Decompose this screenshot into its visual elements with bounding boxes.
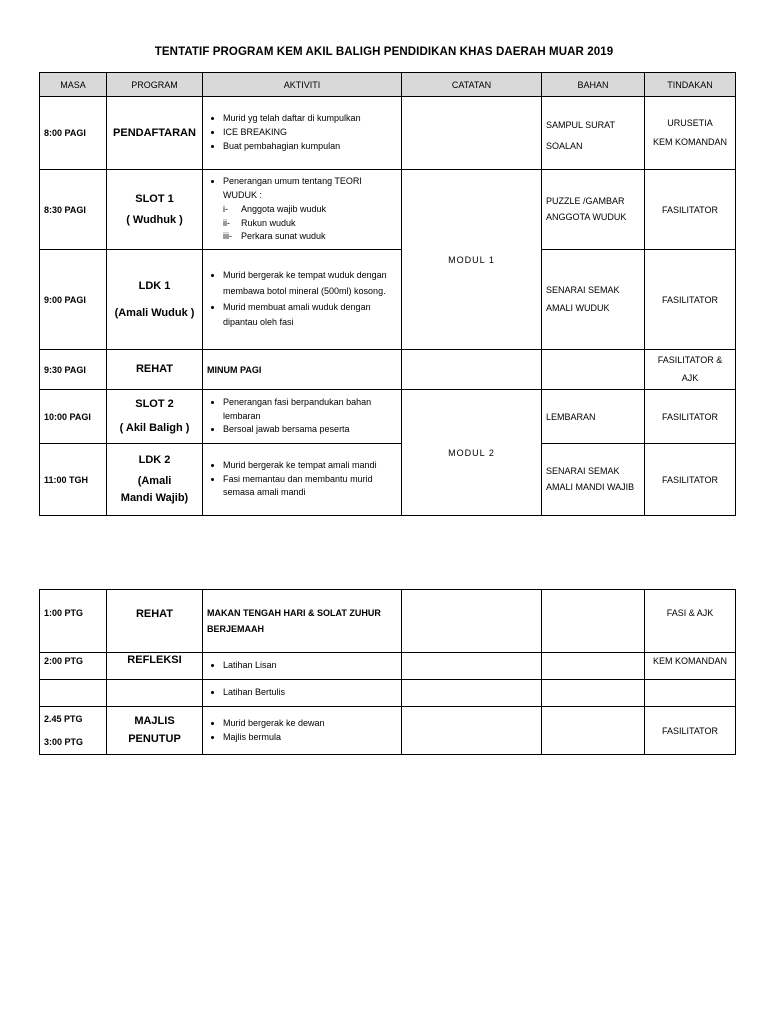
bahan-cell: SENARAI SEMAK AMALI MANDI WAJIB (542, 444, 645, 516)
masa-line: 3:00 PTG (44, 737, 84, 747)
list-item: • Murid bergerak ke dewan (223, 717, 397, 731)
header-tindakan: TINDAKAN (645, 73, 736, 97)
bahan-cell (542, 653, 645, 680)
program-line: SLOT 1 (135, 192, 174, 205)
masa-cell (40, 707, 107, 755)
catatan-cell (402, 350, 542, 390)
program-cell (107, 680, 203, 707)
sub-number: iii- (223, 231, 232, 242)
header-program: PROGRAM (107, 73, 203, 97)
tindakan-cell: FASILITATOR (645, 170, 736, 250)
masa-cell: 9:00 PAGI (40, 250, 107, 350)
header-catatan: CATATAN (402, 73, 542, 97)
sub-text: Rukun wuduk (241, 217, 296, 228)
list-item: • Murid membuat amali wuduk dengan dipantau oleh fasi (223, 300, 397, 332)
catatan-cell (402, 680, 542, 707)
aktiviti-cell (203, 170, 402, 250)
table-row (40, 250, 736, 350)
program-cell: REHAT (107, 590, 203, 653)
list-item: • Penerangan fasi berpandukan bahan lembaran (223, 396, 397, 424)
masa-cell: 2:00 PTG (40, 653, 107, 680)
tindakan-cell: FASILITATOR (645, 250, 736, 350)
bahan-cell (542, 707, 645, 755)
tindakan-cell: FASILITATOR (645, 390, 736, 444)
list-item: • Buat pembahagian kumpulan (223, 140, 397, 154)
header-bahan: BAHAN (542, 73, 645, 97)
aktiviti-cell (203, 390, 402, 444)
table-row (40, 680, 736, 707)
document-title: TENTATIF PROGRAM KEM AKIL BALIGH PENDIDIKAN KHAS DAERAH MUAR 2019 (154, 46, 614, 58)
bahan-cell (542, 350, 645, 390)
schedule-table-morning (39, 72, 736, 516)
program-cell: PENDAFTARAN (107, 97, 203, 170)
header-aktiviti: AKTIVITI (203, 73, 402, 97)
program-line: ( Wudhuk ) (126, 213, 183, 226)
aktiviti-intro: Penerangan umum tentang TEORI WUDUK : (223, 176, 362, 201)
program-cell (107, 170, 203, 250)
program-line: MAJLIS (134, 714, 175, 727)
catatan-cell (402, 97, 542, 170)
masa-cell: 8:00 PAGI (40, 97, 107, 170)
bahan-cell: SENARAI SEMAK AMALI WUDUK (542, 250, 645, 350)
tindakan-cell: FASILITATOR & AJK (645, 350, 736, 390)
tindakan-cell: KEM KOMANDAN (645, 653, 736, 680)
list-item (223, 217, 397, 231)
tindakan-cell (645, 97, 736, 170)
masa-cell: 11:00 TGH (40, 444, 107, 516)
sub-number: i- (223, 204, 228, 215)
bahan-line: SOALAN (546, 141, 583, 151)
program-cell (107, 707, 203, 755)
masa-cell: 1:00 PTG (40, 590, 107, 653)
table-row (40, 390, 736, 444)
table-row (40, 653, 736, 680)
program-cell (107, 390, 203, 444)
program-cell (107, 444, 203, 516)
tindakan-cell: FASI & AJK (645, 590, 736, 653)
aktiviti-cell (203, 653, 402, 680)
table-row (40, 444, 736, 516)
program-line: LDK 2 (138, 453, 171, 466)
masa-line: 2.45 PTG (44, 714, 83, 724)
program-cell: REFLEKSI (107, 653, 203, 680)
program-cell (107, 250, 203, 350)
list-item (223, 175, 397, 243)
list-item: • Murid bergerak ke tempat wuduk dengan membawa botol mineral (500ml) kosong. (223, 268, 397, 300)
table-row (40, 707, 736, 755)
table-row (40, 170, 736, 250)
table-row (40, 350, 736, 390)
program-cell: REHAT (107, 350, 203, 390)
list-item: • ICE BREAKING (223, 126, 397, 140)
tindakan-line: KEM KOMANDAN (652, 137, 727, 147)
catatan-cell-modul-2: MODUL 2 (402, 390, 542, 516)
catatan-cell (402, 653, 542, 680)
sub-text: Perkara sunat wuduk (241, 231, 326, 242)
bahan-line: SAMPUL SURAT (546, 120, 616, 131)
bahan-cell (542, 590, 645, 653)
table-header-row (40, 73, 736, 97)
program-line: (Amali Wuduk ) (114, 306, 195, 319)
catatan-cell (402, 707, 542, 755)
bahan-cell: PUZZLE /GAMBAR ANGGOTA WUDUK (542, 170, 645, 250)
masa-cell: 10:00 PAGI (40, 390, 107, 444)
table-row (40, 590, 736, 653)
list-item: • Murid yg telah daftar di kumpulkan (223, 112, 397, 126)
aktiviti-cell: MINUM PAGI (203, 350, 402, 390)
bahan-cell (542, 97, 645, 170)
program-line: LDK 1 (138, 279, 171, 292)
program-line: Mandi Wajib) (120, 492, 189, 505)
aktiviti-cell (203, 707, 402, 755)
list-item: • Fasi memantau dan membantu murid semasa amali mandi (223, 473, 397, 501)
sub-text: Anggota wajib wuduk (241, 204, 327, 215)
tindakan-cell (645, 680, 736, 707)
aktiviti-cell: MAKAN TENGAH HARI & SOLAT ZUHUR BERJEMAAH (203, 590, 402, 653)
masa-cell (40, 680, 107, 707)
bahan-cell (542, 680, 645, 707)
table-row (40, 97, 736, 170)
masa-cell: 9:30 PAGI (40, 350, 107, 390)
program-line: SLOT 2 (135, 398, 174, 411)
catatan-cell-modul-1: MODUL 1 (402, 170, 542, 350)
aktiviti-cell (203, 250, 402, 350)
bahan-cell: LEMBARAN (542, 390, 645, 444)
program-line: PENUTUP (128, 732, 181, 745)
program-line: (Amali (137, 474, 172, 487)
tindakan-cell: FASILITATOR (645, 707, 736, 755)
list-item (223, 230, 397, 244)
masa-cell: 8:30 PAGI (40, 170, 107, 250)
aktiviti-cell (203, 444, 402, 516)
sub-number: ii- (223, 217, 230, 228)
list-item: • Latihan Lisan (223, 659, 397, 673)
aktiviti-cell (203, 97, 402, 170)
list-item: • Murid bergerak ke tempat amali mandi (223, 459, 397, 473)
list-item: • Bersoal jawab bersama peserta (223, 423, 397, 437)
tindakan-cell: FASILITATOR (645, 444, 736, 516)
aktiviti-cell (203, 680, 402, 707)
catatan-cell (402, 590, 542, 653)
tindakan-line: URUSETIA (667, 118, 713, 129)
list-item (223, 203, 397, 217)
list-item: • Latihan Bertulis (223, 686, 397, 700)
header-masa: MASA (40, 73, 107, 97)
schedule-table-afternoon (39, 589, 736, 755)
list-item: • Majlis bermula (223, 731, 397, 745)
program-line: ( Akil Baligh ) (119, 422, 190, 434)
